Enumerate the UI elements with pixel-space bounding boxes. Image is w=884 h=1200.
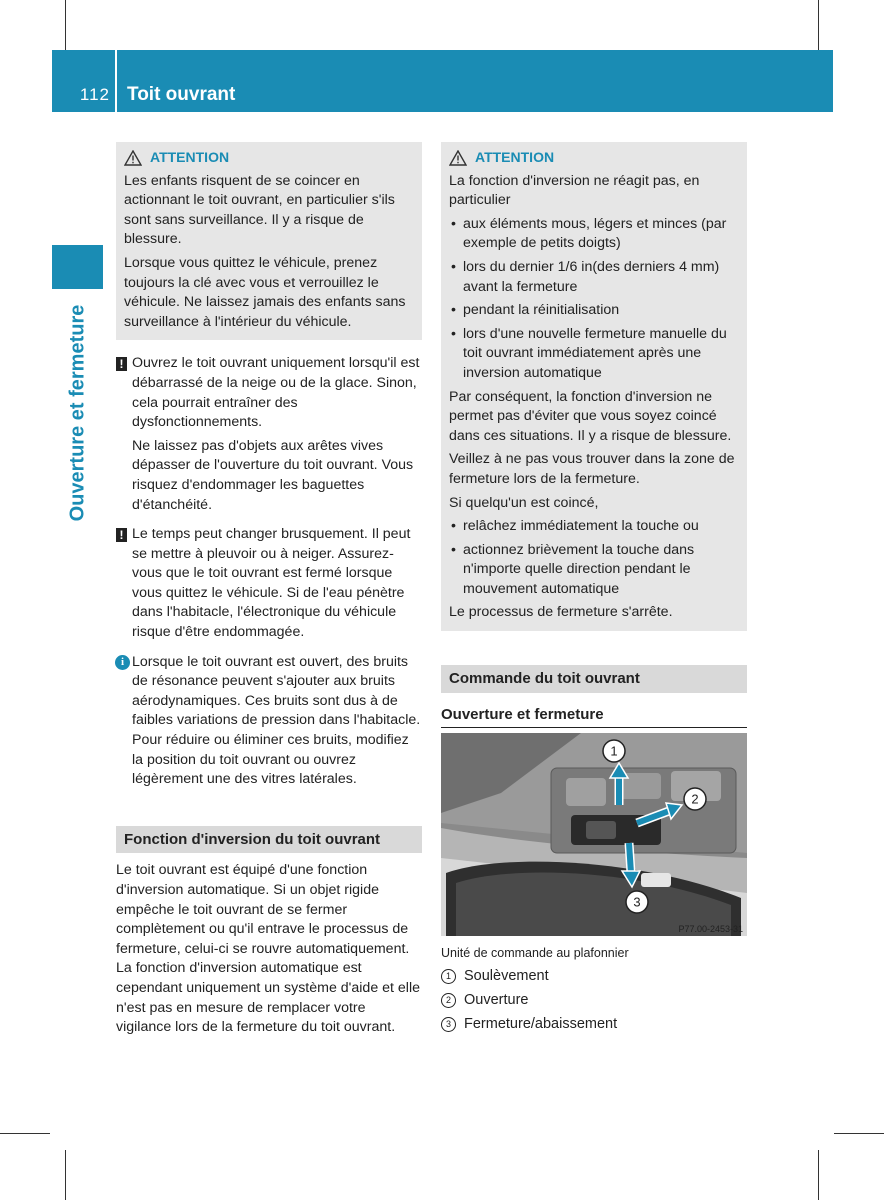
notice-paragraph: Ne laissez pas d'objets aux arêtes vives dépasser de l'ouverture du toit ouvrant. Vous risquez d'endommager les baguettes d'étanchéité.	[132, 437, 414, 513]
warning-title	[449, 148, 739, 168]
exclamation-icon: !	[116, 357, 127, 371]
crop-mark	[0, 1133, 50, 1134]
header-divider	[115, 50, 117, 112]
right-column	[441, 142, 747, 736]
crop-mark	[65, 0, 66, 50]
legend-number: 2	[441, 993, 456, 1008]
section-heading: Fonction d'inversion du toit ouvrant	[116, 826, 422, 854]
warning-triangle-icon	[124, 150, 142, 166]
list-item: • relâchez immédiatement la touche ou	[449, 517, 739, 537]
crop-mark	[818, 1150, 819, 1200]
exclamation-icon: !	[116, 528, 127, 542]
warning-paragraph: Lorsque vous quittez le véhicule, prenez toujours la clé avec vous et verrouillez le véhicule. Ne laissez jamais des enfants sans surveillance à l'intérieur du véhicule.	[124, 254, 406, 330]
legend-number: 1	[441, 969, 456, 984]
notice-paragraph: Lorsque le toit ouvrant est ouvert, des bruits de résonance peuvent s'ajouter aux bruits aérodynamiques. Ces bruits sont dus à de faibles variations de pression dans l'habitacle. Pour réduire ou éliminer ces bruits, modifiez la position du toit ouvrant ou ouvrez légèrement une des vitres latérales.	[132, 653, 421, 788]
warning-paragraph: Le processus de fermeture s'arrête.	[449, 604, 673, 621]
callout-2	[684, 788, 706, 810]
warning-list	[449, 517, 739, 599]
crop-mark	[65, 1150, 66, 1200]
section-heading: Commande du toit ouvrant	[441, 665, 747, 693]
list-item: • lors d'une nouvelle fermeture manuelle du toit ouvrant immédiatement après une inversion automatique	[449, 325, 739, 384]
info-icon: i	[115, 655, 130, 670]
warning-title	[124, 148, 414, 168]
warning-list	[449, 215, 739, 384]
figure-caption: Unité de commande au plafonnier	[441, 946, 629, 960]
notice-block	[116, 653, 422, 790]
subsection-heading: Ouverture et fermeture	[441, 705, 747, 729]
warning-paragraph: Par conséquent, la fonction d'inversion ne permet pas d'éviter que vous soyez coincé dans ces situations. Il y a risque de blessure.	[449, 388, 732, 444]
svg-text:3: 3	[633, 894, 641, 910]
callout-1	[603, 740, 625, 762]
list-item: • actionnez brièvement la touche dans n'importe quelle direction pendant le mouvement automatique	[449, 541, 739, 600]
list-item: • aux éléments mous, légers et minces (par exemple de petits doigts)	[449, 215, 739, 254]
legend-label: Fermeture/abaissement	[464, 1016, 618, 1032]
page-title: Toit ouvrant	[127, 84, 236, 105]
warning-box	[441, 142, 747, 631]
legend-label: Soulèvement	[464, 968, 549, 984]
crop-mark	[834, 1133, 884, 1134]
notice-paragraph: Le temps peut changer brusquement. Il peut se mettre à pleuvoir ou à neiger. Assurez-vous que le toit ouvrant est fermé lorsque vous quittez le véhicule. Si de l'eau pénètre dans l'habitacle, l'électronique du véhicule risque d'être endommagée.	[132, 526, 411, 641]
left-column	[116, 142, 422, 1038]
notice-block	[116, 354, 422, 515]
warning-box	[116, 142, 422, 340]
page-number: 112	[79, 85, 110, 104]
section-text: Le toit ouvrant est équipé d'une fonction d'inversion automatique. Si un objet rigide empêche le toit ouvrant de se fermer complètement ou qu'il entrave le processus de fermeture, celui-ci se rouvre automatiquement. La fonction d'inversion automatique est cependant uniquement un système d'aide et elle n'est pas en mesure de remplacer votre vigilance lors de la fermeture du toit ouvrant.	[116, 862, 421, 1036]
notice-block	[116, 525, 422, 643]
list-item: • lors du dernier 1/6 in(des derniers 4 mm) avant la fermeture	[449, 258, 739, 297]
warning-intro: La fonction d'inversion ne réagit pas, en particulier	[449, 172, 700, 209]
figure-code: P77.00-2453-31	[678, 924, 743, 934]
legend-item	[441, 964, 617, 988]
warning-paragraph: Si quelqu'un est coincé,	[449, 494, 599, 511]
chapter-label: Ouverture et fermeture	[66, 304, 89, 522]
crop-mark	[818, 0, 819, 50]
svg-text:1: 1	[610, 743, 618, 759]
warning-paragraph: Veillez à ne pas vous trouver dans la zone de fermeture lors de la fermeture.	[449, 451, 735, 487]
legend-number: 3	[441, 1017, 456, 1032]
warning-paragraph: Les enfants risquent de se coincer en actionnant le toit ouvrant, en particulier s'ils sont sans surveillance. Il y a risque de blessure.	[124, 172, 395, 248]
legend-item	[441, 988, 617, 1012]
warning-triangle-icon	[449, 150, 467, 166]
list-item: • pendant la réinitialisation	[449, 301, 739, 321]
callout-3	[626, 891, 648, 913]
roof-control-photo	[441, 733, 747, 936]
figure-legend	[441, 964, 617, 1036]
notice-paragraph: Ouvrez le toit ouvrant uniquement lorsqu'il est débarrassé de la neige ou de la glace. Sinon, cela pourrait entraîner des dysfonctionnements.	[132, 355, 420, 431]
warning-label: ATTENTION	[150, 149, 230, 165]
warning-label: ATTENTION	[475, 149, 555, 165]
legend-label: Ouverture	[464, 992, 529, 1008]
legend-item	[441, 1012, 617, 1036]
svg-text:2: 2	[691, 791, 699, 807]
